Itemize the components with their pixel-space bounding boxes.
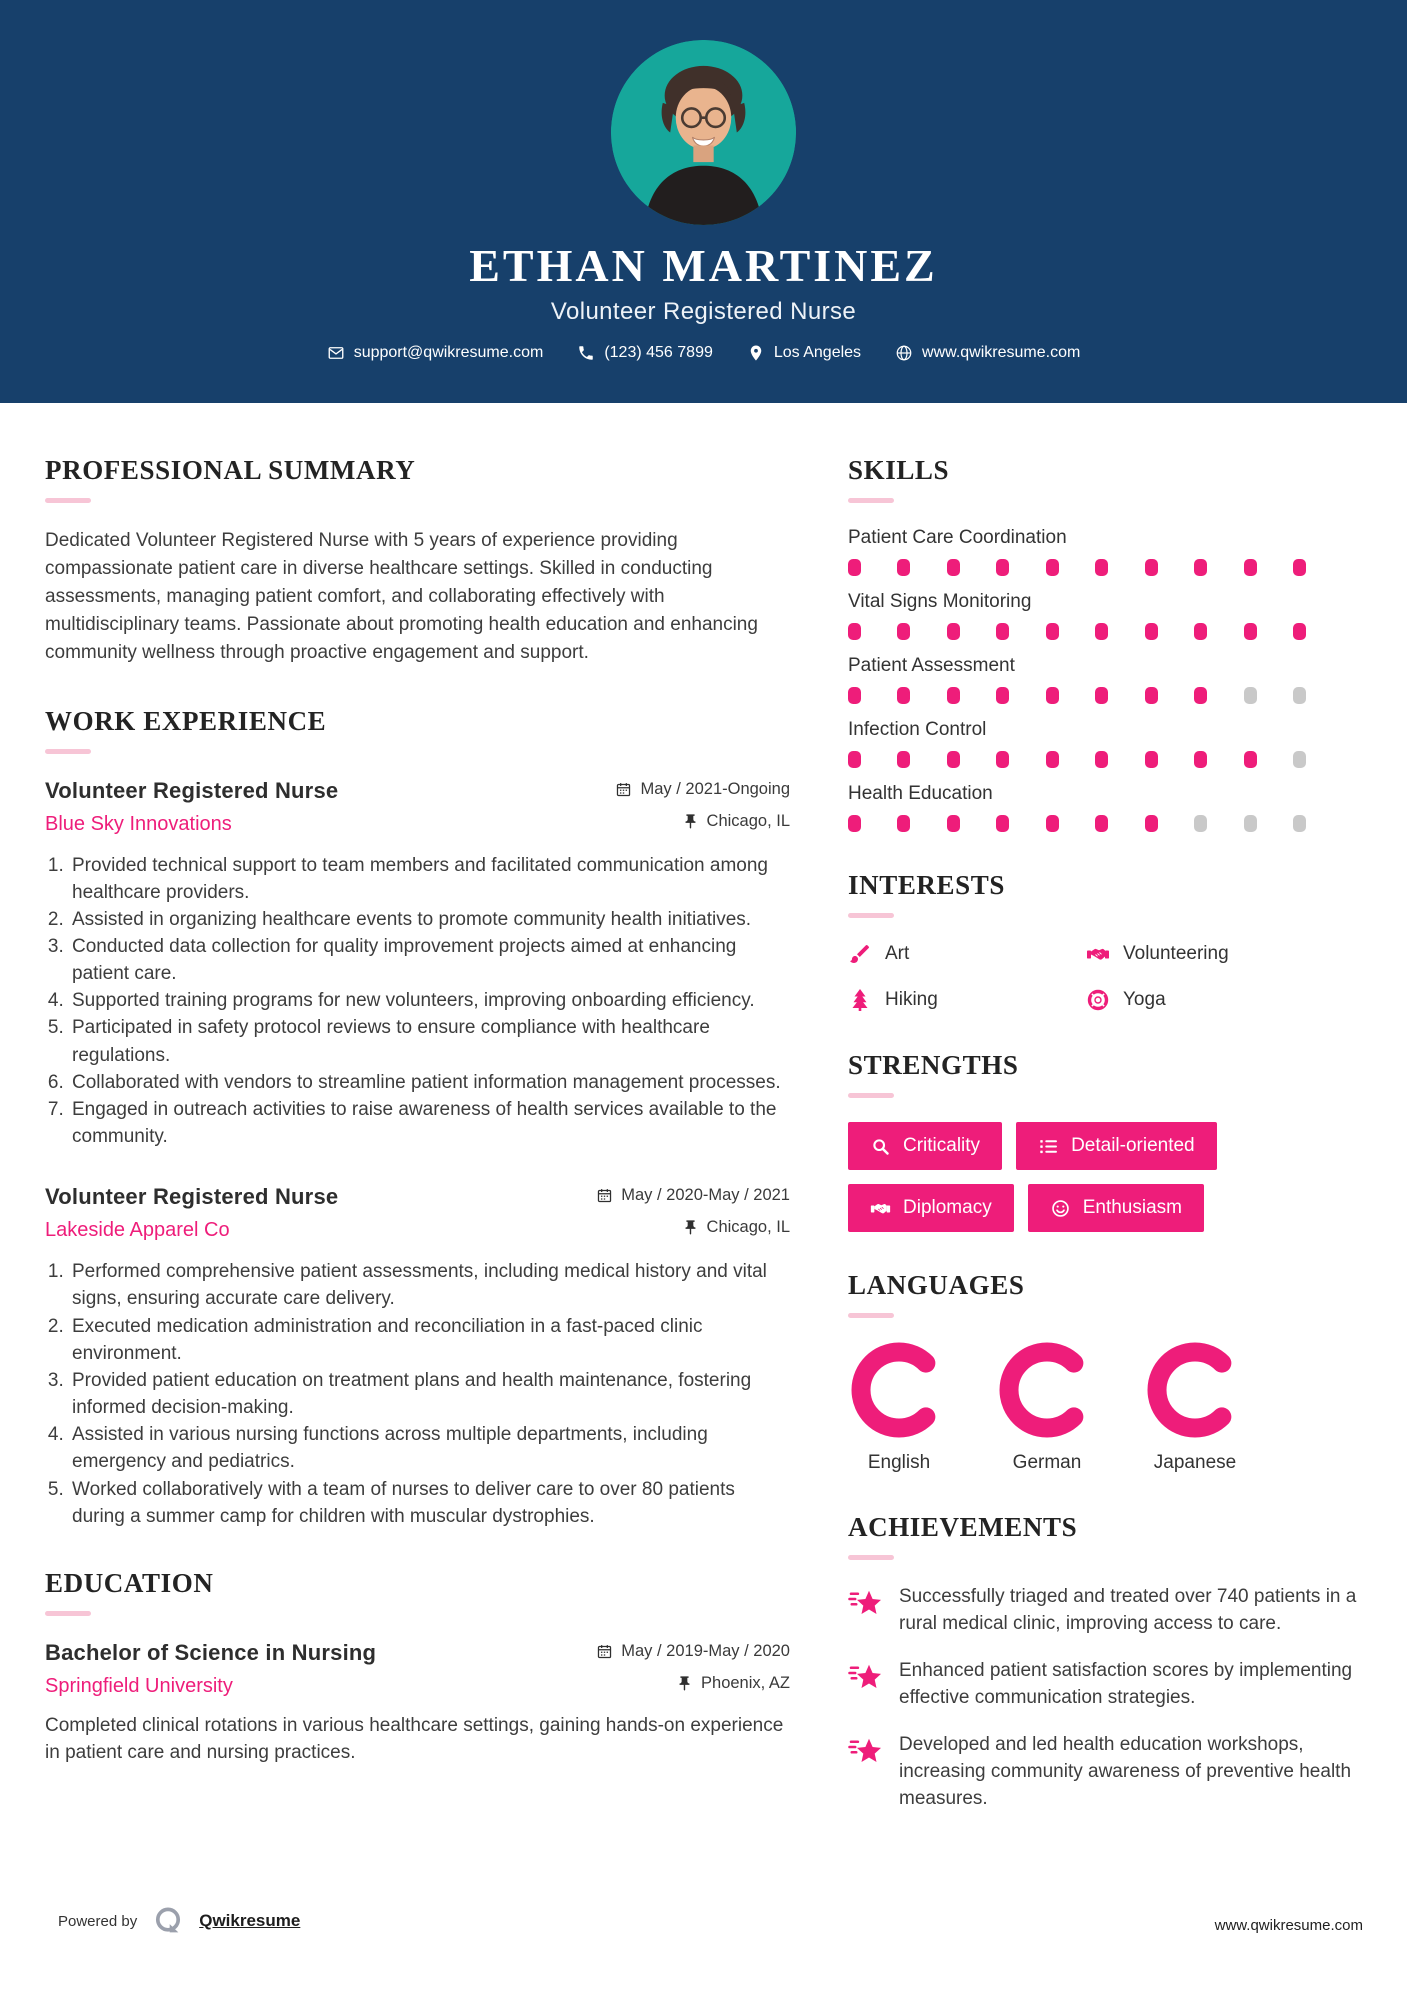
- shooting-star-icon: [848, 1584, 884, 1620]
- job-bullet-list: [45, 852, 790, 1151]
- interest-label: Yoga: [1123, 989, 1166, 1010]
- skill-dot: [897, 559, 910, 576]
- skill-dot: [1145, 623, 1158, 640]
- skill-dot: [1293, 559, 1306, 576]
- smiley-icon: [1050, 1198, 1071, 1219]
- skill-dot: [996, 687, 1009, 704]
- hero-header: [0, 0, 1407, 403]
- education-location: Phoenix, AZ: [676, 1674, 790, 1693]
- pushpin-icon: [676, 1675, 693, 1692]
- pushpin-icon: [682, 813, 699, 830]
- heading-accent-bar: [45, 749, 91, 754]
- skill-item: [848, 527, 1365, 576]
- job-bullet: 7. Engaged in outreach activities to raise awareness of health services available to the community.: [69, 1096, 790, 1150]
- skill-dot: [897, 751, 910, 768]
- languages-heading: LANGUAGES: [848, 1270, 1025, 1300]
- person-name: ETHAN MARTINEZ: [469, 240, 938, 291]
- email-text: support@qwikresume.com: [353, 344, 544, 361]
- skill-name: Patient Care Coordination: [848, 527, 1067, 548]
- skill-name: Health Education: [848, 783, 993, 804]
- skill-dot: [1046, 815, 1059, 832]
- skill-rating: [848, 559, 1306, 576]
- skill-dot: [947, 815, 960, 832]
- language-name: German: [1012, 1452, 1082, 1473]
- language-item: [848, 1342, 950, 1474]
- footer-website-link[interactable]: www.qwikresume.com: [1214, 1917, 1363, 1934]
- skill-dot: [947, 559, 960, 576]
- contact-bar: [327, 344, 1081, 362]
- left-column: [45, 455, 790, 1851]
- list-icon: [1038, 1136, 1059, 1157]
- job-bullet: 4. Supported training programs for new volunteers, improving onboarding efficiency.: [69, 987, 790, 1014]
- skill-dot: [1194, 751, 1207, 768]
- degree-title: Bachelor of Science in Nursing: [45, 1639, 377, 1665]
- person-title: Volunteer Registered Nurse: [550, 298, 857, 325]
- interest-label: Volunteering: [1123, 943, 1229, 964]
- skill-rating: [848, 623, 1306, 640]
- education-heading: EDUCATION: [45, 1567, 214, 1598]
- skill-dot: [1095, 559, 1108, 576]
- skill-dot: [1194, 687, 1207, 704]
- skill-dot: [848, 687, 861, 704]
- language-donut: [851, 1342, 947, 1438]
- qwikresume-link[interactable]: Qwikresume: [199, 1911, 301, 1930]
- skill-dot: [1145, 687, 1158, 704]
- skill-dot: [1046, 623, 1059, 640]
- interest-item: [848, 988, 1086, 1012]
- skill-dot: [1194, 623, 1207, 640]
- interest-item: [848, 942, 1086, 966]
- language-donut: [999, 1342, 1095, 1438]
- interests-heading: INTERESTS: [848, 870, 1005, 900]
- achievements-heading: ACHIEVEMENTS: [848, 1512, 1078, 1542]
- language-donut: [1147, 1342, 1243, 1438]
- achievement-item: [848, 1584, 1365, 1638]
- job-bullet: 2. Executed medication administration and reconciliation in a fast-paced clinic environment.: [69, 1313, 790, 1367]
- job-bullet: 3. Conducted data collection for quality improvement projects aimed at enhancing patient care.: [69, 933, 790, 987]
- job-bullet: 1. Performed comprehensive patient assessments, including medical history and vital signs, ensuring accurate care delivery.: [69, 1258, 790, 1312]
- powered-by-text: Powered by: [58, 1912, 138, 1930]
- skill-dot: [1293, 623, 1306, 640]
- skill-dot: [1095, 623, 1108, 640]
- skill-dot: [1293, 815, 1306, 832]
- job-title: Volunteer Registered Nurse: [45, 777, 339, 803]
- skill-rating: [848, 687, 1306, 704]
- skill-dot: [1046, 559, 1059, 576]
- skill-dot: [848, 623, 861, 640]
- paintbrush-icon: [848, 942, 872, 966]
- achievement-text: Developed and led health education workshops, increasing community awareness of preventive health measures.: [899, 1733, 1352, 1809]
- job-bullet-list: [45, 1258, 790, 1530]
- interest-item: [1086, 988, 1365, 1012]
- skill-dot: [1194, 815, 1207, 832]
- interest-label: Hiking: [885, 989, 938, 1010]
- language-name: Japanese: [1153, 1452, 1237, 1473]
- skill-dot: [1046, 751, 1059, 768]
- skill-dot: [1095, 751, 1108, 768]
- heading-accent-bar: [45, 498, 91, 503]
- heading-accent-bar: [848, 1093, 894, 1098]
- skill-dot: [1293, 687, 1306, 704]
- skill-dot: [996, 815, 1009, 832]
- job-bullet: 2. Assisted in organizing healthcare events to promote community health initiatives.: [69, 906, 790, 933]
- skill-dot: [996, 751, 1009, 768]
- job-bullet: 5. Participated in safety protocol reviews to ensure compliance with healthcare regulations.: [69, 1014, 790, 1068]
- skill-dot: [1095, 815, 1108, 832]
- skill-item: [848, 591, 1365, 640]
- right-column: [848, 455, 1365, 1851]
- skill-dot: [848, 559, 861, 576]
- avatar: [611, 40, 796, 225]
- summary-text: Dedicated Volunteer Registered Nurse with 5 years of experience providing compassionate patient care in diverse healthcare settings. Skilled in conducting assessments, managing patient comfort, and collaborating effectively with multidisciplinary teams. Passionate about promoting health education and enhancing community wellness through proactive engagement and support.: [45, 530, 758, 664]
- job-date: May / 2021-Ongoing: [615, 780, 790, 799]
- strengths-heading: STRENGTHS: [848, 1050, 1019, 1080]
- skill-dot: [848, 815, 861, 832]
- location-text: Los Angeles: [773, 344, 862, 361]
- interest-item: [1086, 942, 1365, 966]
- heading-accent-bar: [848, 913, 894, 918]
- skill-rating: [848, 815, 1306, 832]
- pushpin-icon: [682, 1219, 699, 1236]
- job-bullet: 4. Assisted in various nursing functions across multiple departments, including emergency and pediatrics.: [69, 1421, 790, 1475]
- magnifier-icon: [870, 1136, 891, 1157]
- section-languages: [848, 1270, 1365, 1474]
- strength-label: Detail-oriented: [1071, 1135, 1195, 1156]
- skill-dot: [1145, 751, 1158, 768]
- skill-name: Vital Signs Monitoring: [848, 591, 1032, 612]
- website-text: www.qwikresume.com: [922, 344, 1081, 361]
- map-pin-icon: [747, 344, 765, 362]
- section-education: [45, 1568, 790, 1767]
- skill-dot: [848, 751, 861, 768]
- shooting-star-icon: [848, 1732, 884, 1768]
- job-company: Lakeside Apparel Co: [45, 1219, 230, 1242]
- achievement-item: [848, 1732, 1365, 1813]
- section-achievements: [848, 1512, 1365, 1813]
- skill-dot: [1194, 559, 1207, 576]
- heading-accent-bar: [45, 1611, 91, 1616]
- skill-item: [848, 655, 1365, 704]
- job-entry: [45, 778, 790, 1151]
- skill-dot: [897, 623, 910, 640]
- language-name: English: [867, 1452, 931, 1473]
- skill-dot: [897, 815, 910, 832]
- skill-dot: [1244, 559, 1257, 576]
- school-name: Springfield University: [45, 1674, 233, 1697]
- phone-text: (123) 456 7899: [604, 344, 713, 361]
- education-description: Completed clinical rotations in various healthcare settings, gaining hands-on experience in patient care and nursing practices.: [45, 1714, 784, 1764]
- heading-accent-bar: [848, 498, 894, 503]
- globe-icon: [895, 344, 913, 362]
- calendar-icon: [615, 781, 632, 798]
- location-item: [747, 344, 861, 362]
- section-skills: [848, 455, 1365, 832]
- footer-branding: [58, 1904, 300, 1938]
- summary-heading: PROFESSIONAL SUMMARY: [45, 455, 416, 485]
- skill-dot: [1244, 687, 1257, 704]
- email-link[interactable]: [327, 344, 544, 362]
- work-heading: WORK EXPERIENCE: [45, 705, 327, 736]
- strength-label: Diplomacy: [903, 1197, 992, 1218]
- strength-badge: [848, 1122, 1002, 1170]
- skill-rating: [848, 751, 1306, 768]
- strength-badge: [1016, 1122, 1217, 1170]
- handshake-icon: [1086, 942, 1110, 966]
- skill-name: Patient Assessment: [848, 655, 1015, 676]
- skill-dot: [1244, 815, 1257, 832]
- heading-accent-bar: [848, 1313, 894, 1318]
- achievement-text: Successfully triaged and treated over 740 patients in a rural medical clinic, improving access to care.: [899, 1586, 1357, 1634]
- job-bullet: 5. Worked collaboratively with a team of nurses to deliver care to over 80 patients during a summer camp for children with muscular dystrophies.: [69, 1476, 790, 1530]
- heading-accent-bar: [848, 1555, 894, 1560]
- strength-label: Enthusiasm: [1082, 1197, 1182, 1218]
- skill-dot: [947, 751, 960, 768]
- job-date: May / 2020-May / 2021: [596, 1186, 790, 1205]
- achievement-text: Enhanced patient satisfaction scores by implementing effective communication strategies.: [899, 1659, 1353, 1708]
- skill-dot: [897, 687, 910, 704]
- skill-dot: [947, 623, 960, 640]
- shooting-star-icon: [848, 1658, 884, 1694]
- section-work-experience: [45, 706, 790, 1530]
- skill-dot: [1244, 751, 1257, 768]
- job-bullet: 1. Provided technical support to team members and facilitated communication among healthcare providers.: [69, 852, 790, 906]
- section-professional-summary: [45, 455, 790, 668]
- calendar-icon: [596, 1643, 613, 1660]
- skill-dot: [996, 559, 1009, 576]
- phone-icon: [577, 344, 595, 362]
- strength-label: Criticality: [903, 1135, 981, 1156]
- language-item: [996, 1342, 1098, 1474]
- job-bullet: 6. Collaborated with vendors to streamline patient information management processes.: [69, 1069, 790, 1096]
- content-columns: [0, 403, 1407, 1851]
- qwikresume-logo-icon: [151, 1904, 185, 1938]
- job-location: Chicago, IL: [682, 812, 790, 831]
- skill-dot: [1293, 751, 1306, 768]
- skill-dot: [1095, 687, 1108, 704]
- lifebuoy-icon: [1086, 988, 1110, 1012]
- job-company: Blue Sky Innovations: [45, 812, 232, 835]
- skill-dot: [1244, 623, 1257, 640]
- calendar-icon: [596, 1187, 613, 1204]
- strength-badge: [1028, 1184, 1204, 1232]
- phone-link[interactable]: [577, 344, 713, 362]
- interest-label: Art: [885, 943, 910, 964]
- language-item: [1144, 1342, 1246, 1474]
- skills-heading: SKILLS: [848, 455, 950, 485]
- job-entry: [45, 1184, 790, 1530]
- skill-item: [848, 719, 1365, 768]
- skill-dot: [1046, 687, 1059, 704]
- job-location: Chicago, IL: [682, 1218, 790, 1237]
- handshake-icon: [870, 1198, 891, 1219]
- website-link[interactable]: [895, 344, 1080, 362]
- skill-dot: [1145, 815, 1158, 832]
- job-title: Volunteer Registered Nurse: [45, 1184, 339, 1210]
- pine-tree-icon: [848, 988, 872, 1012]
- skill-dot: [1145, 559, 1158, 576]
- education-date: May / 2019-May / 2020: [596, 1642, 790, 1661]
- job-bullet: 3. Provided patient education on treatment plans and health maintenance, fostering informed decision-making.: [69, 1367, 790, 1421]
- strength-badge: [848, 1184, 1014, 1232]
- achievement-item: [848, 1658, 1365, 1712]
- skill-dot: [947, 687, 960, 704]
- skill-item: [848, 783, 1365, 832]
- skill-dot: [996, 623, 1009, 640]
- skill-name: Infection Control: [848, 719, 987, 740]
- section-strengths: [848, 1050, 1365, 1232]
- envelope-icon: [327, 344, 345, 362]
- section-interests: [848, 870, 1365, 1012]
